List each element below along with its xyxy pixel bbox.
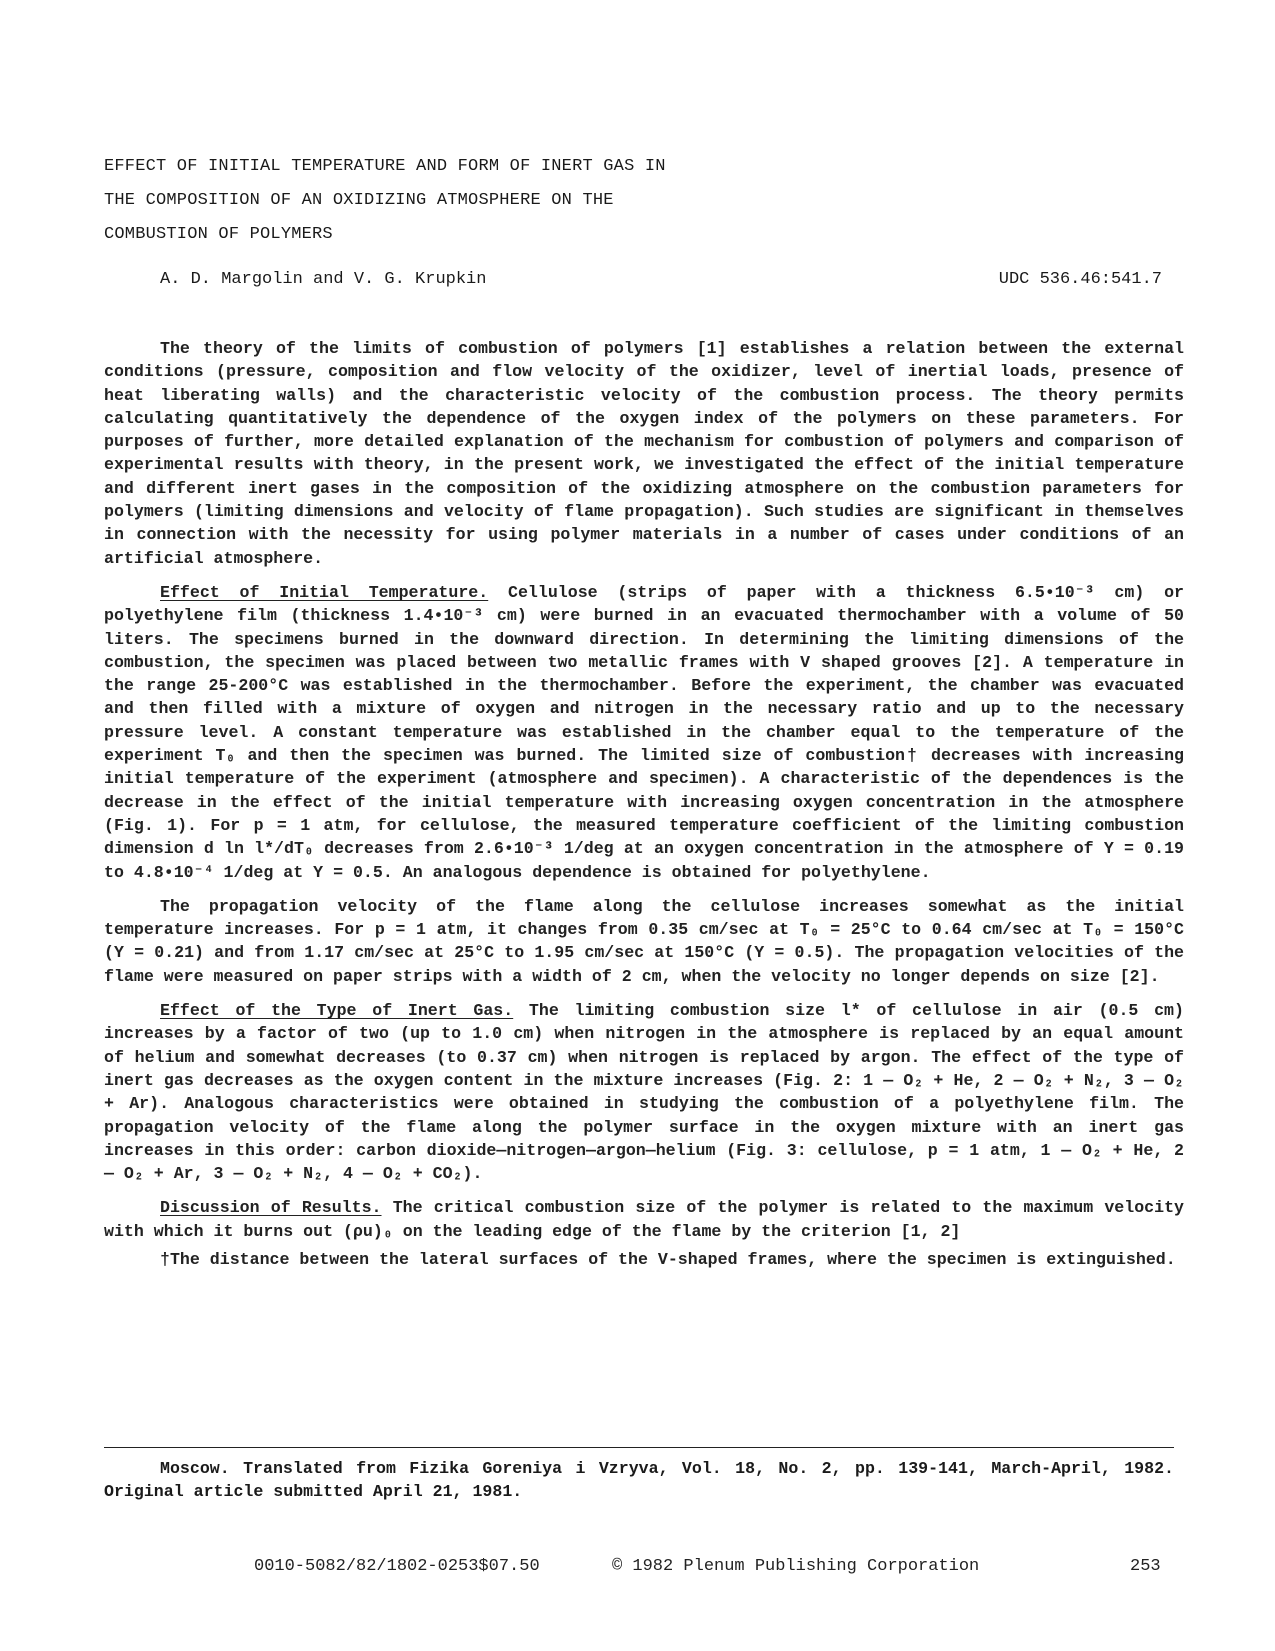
- velocity-paragraph: The propagation velocity of the flame along the cellulose increases somewhat as the initial temperature increases. For p = 1 atm, it changes from 0.35 cm/sec at T₀ = 25°C to 0.64 cm/sec at T₀ = 150°C (Y = 0.21) and from 1.17 cm/sec at 25°C to 1.95 cm/sec at 150°C (Y = 0.5). The propagation velocities of the flame were measured on paper strips with a width of 2 cm, when the velocity no longer depends on size [2].: [104, 896, 1184, 986]
- section-heading: Effect of the Type of Inert Gas.: [160, 1001, 514, 1021]
- section-text: The limiting combustion size l* of cellulose in air (0.5 cm) increases by a factor of two (up to 1.0 cm) when nitrogen in the atmosphere is replaced by an equal amount of helium and somewhat decreases (to 0.37 cm) when nitrogen is replaced by argon. The effect of the type of inert gas decreases as the oxygen content in the mixture increases (Fig. 2: 1 — O₂ + He, 2 — O₂ + N₂, 3 — O₂ + Ar). Analogous characteristics were obtained in studying the combustion of a polyethylene film. The propagation velocity of the flame along the polymer surface in the oxygen mixture with an inert gas increases in this order: carbon dioxide—nitrogen—argon—helium (Fig. 3: cellulose, p = 1 atm, 1 — O₂ + He, 2 — O₂ + Ar, 3 — O₂ + N₂, 4 — O₂ + CO₂).: [104, 1001, 1184, 1184]
- article-code: 0010-5082/82/1802-0253$07.50: [254, 1557, 540, 1576]
- section-inert-gas: [104, 999, 1184, 1185]
- title-line-1: EFFECT OF INITIAL TEMPERATURE AND FORM OF INERT GAS IN: [104, 157, 666, 176]
- section-text: The critical combustion size of the polymer is related to the maximum velocity with which it burns out (ρu)₀ on the leading edge of the flame by the criterion [1, 2]: [104, 1198, 1185, 1241]
- page-number: 253: [1130, 1557, 1161, 1576]
- udc-code: UDC 536.46:541.7: [998, 270, 1162, 289]
- section-heading: Effect of Initial Temperature.: [160, 582, 489, 602]
- article-body: [104, 337, 1184, 1282]
- authors: A. D. Margolin and V. G. Krupkin: [160, 270, 487, 289]
- article-title: [104, 150, 824, 252]
- footnote-divider: [104, 1447, 1174, 1448]
- source-note: Moscow. Translated from Fizika Goreniya i Vzryva, Vol. 18, No. 2, pp. 139-141, March-April, 1982. Original article submitted April 21, 1981.: [104, 1459, 1174, 1502]
- title-line-2: THE COMPOSITION OF AN OXIDIZING ATMOSPHERE ON THE: [104, 191, 614, 210]
- section-initial-temperature: [104, 581, 1184, 884]
- section-discussion: [104, 1196, 1184, 1243]
- title-line-3: COMBUSTION OF POLYMERS: [104, 225, 333, 244]
- copyright: © 1982 Plenum Publishing Corporation: [612, 1557, 980, 1576]
- section-text: Cellulose (strips of paper with a thickness 6.5•10⁻³ cm) or polyethylene film (thickness 1.4•10⁻³ cm) were burned in an evacuated thermochamber with a volume of 50 liters. The specimens burned in the downward direction. In determining the limiting dimensions of the combustion, the specimen was placed between two metallic frames with V shaped grooves [2]. A temperature in the range 25-200°C was established in the thermochamber. Before the experiment, the chamber was evacuated and then filled with a mixture of oxygen and nitrogen in the necessary ratio and up to the necessary pressure level. A constant temperature was established in the chamber equal to the temperature of the experiment T₀ and then the specimen was burned. The limited size of combustion† decreases with increasing initial temperature of the experiment (atmosphere and specimen). A characteristic of the dependences is the decrease in the effect of the initial temperature with increasing oxygen concentration in the atmosphere (Fig. 1). For p = 1 atm, for cellulose, the measured temperature coefficient of the limiting combustion dimension d ln l*/dT₀ decreases from 2.6•10⁻³ 1/deg at an oxygen concentration in the atmosphere of Y = 0.19 to 4.8•10⁻⁴ 1/deg at Y = 0.5. An analogous dependence is obtained for polyethylene.: [104, 582, 1184, 882]
- intro-paragraph: The theory of the limits of combustion of polymers [1] establishes a relation between the external conditions (pressure, composition and flow velocity of the oxidizer, level of inertial loads, presence of heat liberating walls) and the characteristic velocity of the combustion process. The theory permits calculating quantitatively the dependence of the oxygen index of the polymers on these parameters. For purposes of further, more detailed explanation of the mechanism for combustion of polymers and comparison of experimental results with theory, in the present work, we investigated the effect of the initial temperature and different inert gases in the composition of the oxidizing atmosphere on the combustion parameters for polymers (limiting dimensions and velocity of flame propagation). Such studies are significant in themselves in connection with the necessity for using polymer materials in a number of cases under conditions of an artificial atmosphere.: [104, 339, 1184, 568]
- section-heading: Discussion of Results.: [160, 1198, 382, 1218]
- footnote: †The distance between the lateral surfaces of the V-shaped frames, where the specimen is extinguished.: [160, 1249, 1176, 1269]
